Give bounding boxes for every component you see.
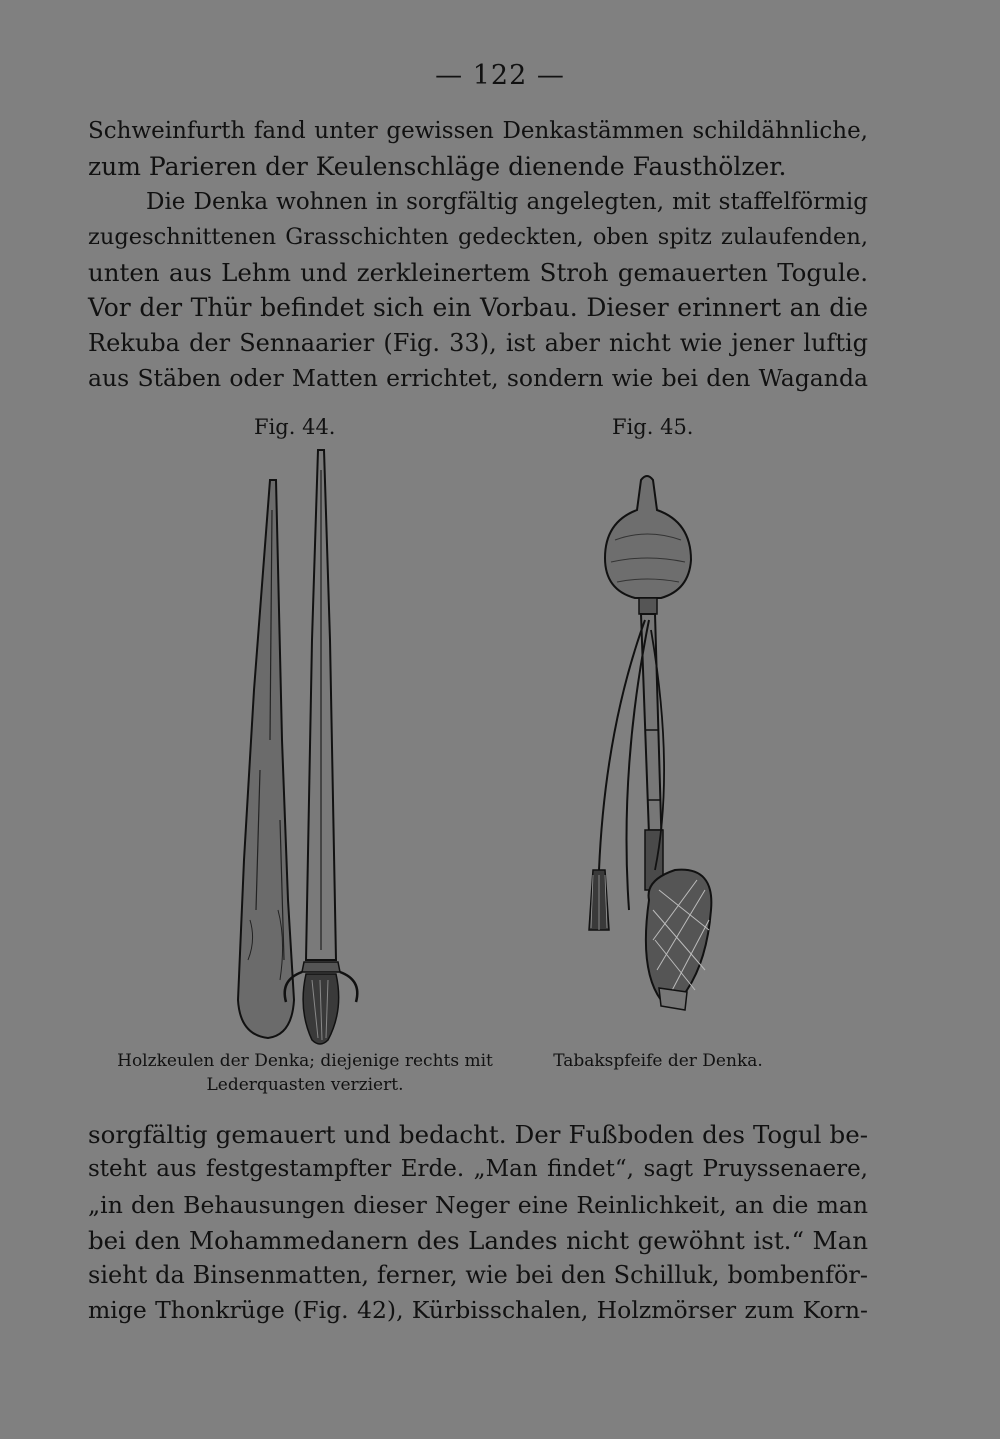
plain-club <box>238 480 294 1038</box>
figure-44-label: Fig. 44. <box>254 415 336 439</box>
text-line: zugeschnittenen Grasschichten gedeckten, oben spitz zulaufenden, <box>88 223 868 250</box>
text-line: sorgfältig gemauert und bedacht. Der Fußboden des Togul be- <box>88 1120 868 1149</box>
text-line: aus Stäben oder Matten errichtet, sondern wie bei den Waganda <box>88 364 868 393</box>
caption-line: Holzkeulen der Denka; diejenige rechts mit <box>117 1051 493 1071</box>
caption-line: Lederquasten verziert. <box>206 1075 404 1095</box>
page-number: — 122 — <box>435 60 565 91</box>
paragraph-top <box>88 114 868 396</box>
figure-45-caption: Tabakspfeife der Denka. <box>553 1051 763 1071</box>
figure-44-caption <box>110 1049 500 1097</box>
text-line: unten aus Lehm und zerkleinertem Stroh gemauerten Togule. <box>88 258 868 288</box>
text-line: zum Parieren der Keulenschläge dienende Fausthölzer. <box>88 152 787 182</box>
text-line: bei den Mohammedanern des Landes nicht gewöhnt ist.“ Man <box>88 1225 868 1255</box>
paragraph-bottom <box>88 1117 868 1329</box>
text-line: Rekuba der Sennaarier (Fig. 33), ist aber nicht wie jener luftig <box>88 328 868 357</box>
text-line: mige Thonkrüge (Fig. 42), Kürbisschalen, Holzmörser zum Korn- <box>88 1296 868 1325</box>
text-line: steht aus festgestampfter Erde. „Man findet“, sagt Pruyssenaere, <box>88 1156 868 1183</box>
text-line: Vor der Thür befindet sich ein Vorbau. Dieser erinnert an die <box>88 293 868 323</box>
tobacco-pipe-illustration <box>575 470 745 1020</box>
figure-45-label: Fig. 45. <box>612 415 694 439</box>
wooden-clubs-illustration <box>220 440 380 1050</box>
text-line: „in den Behausungen dieser Neger eine Reinlichkeit, an die man <box>88 1190 868 1219</box>
text-line: Schweinfurth fand unter gewissen Denkastämmen schildähnliche, <box>88 118 868 144</box>
text-line: sieht da Binsenmatten, ferner, wie bei den Schilluk, bombenför- <box>88 1261 868 1290</box>
text-line: Die Denka wohnen in sorgfältig angelegten, mit staffelförmig <box>146 188 868 215</box>
